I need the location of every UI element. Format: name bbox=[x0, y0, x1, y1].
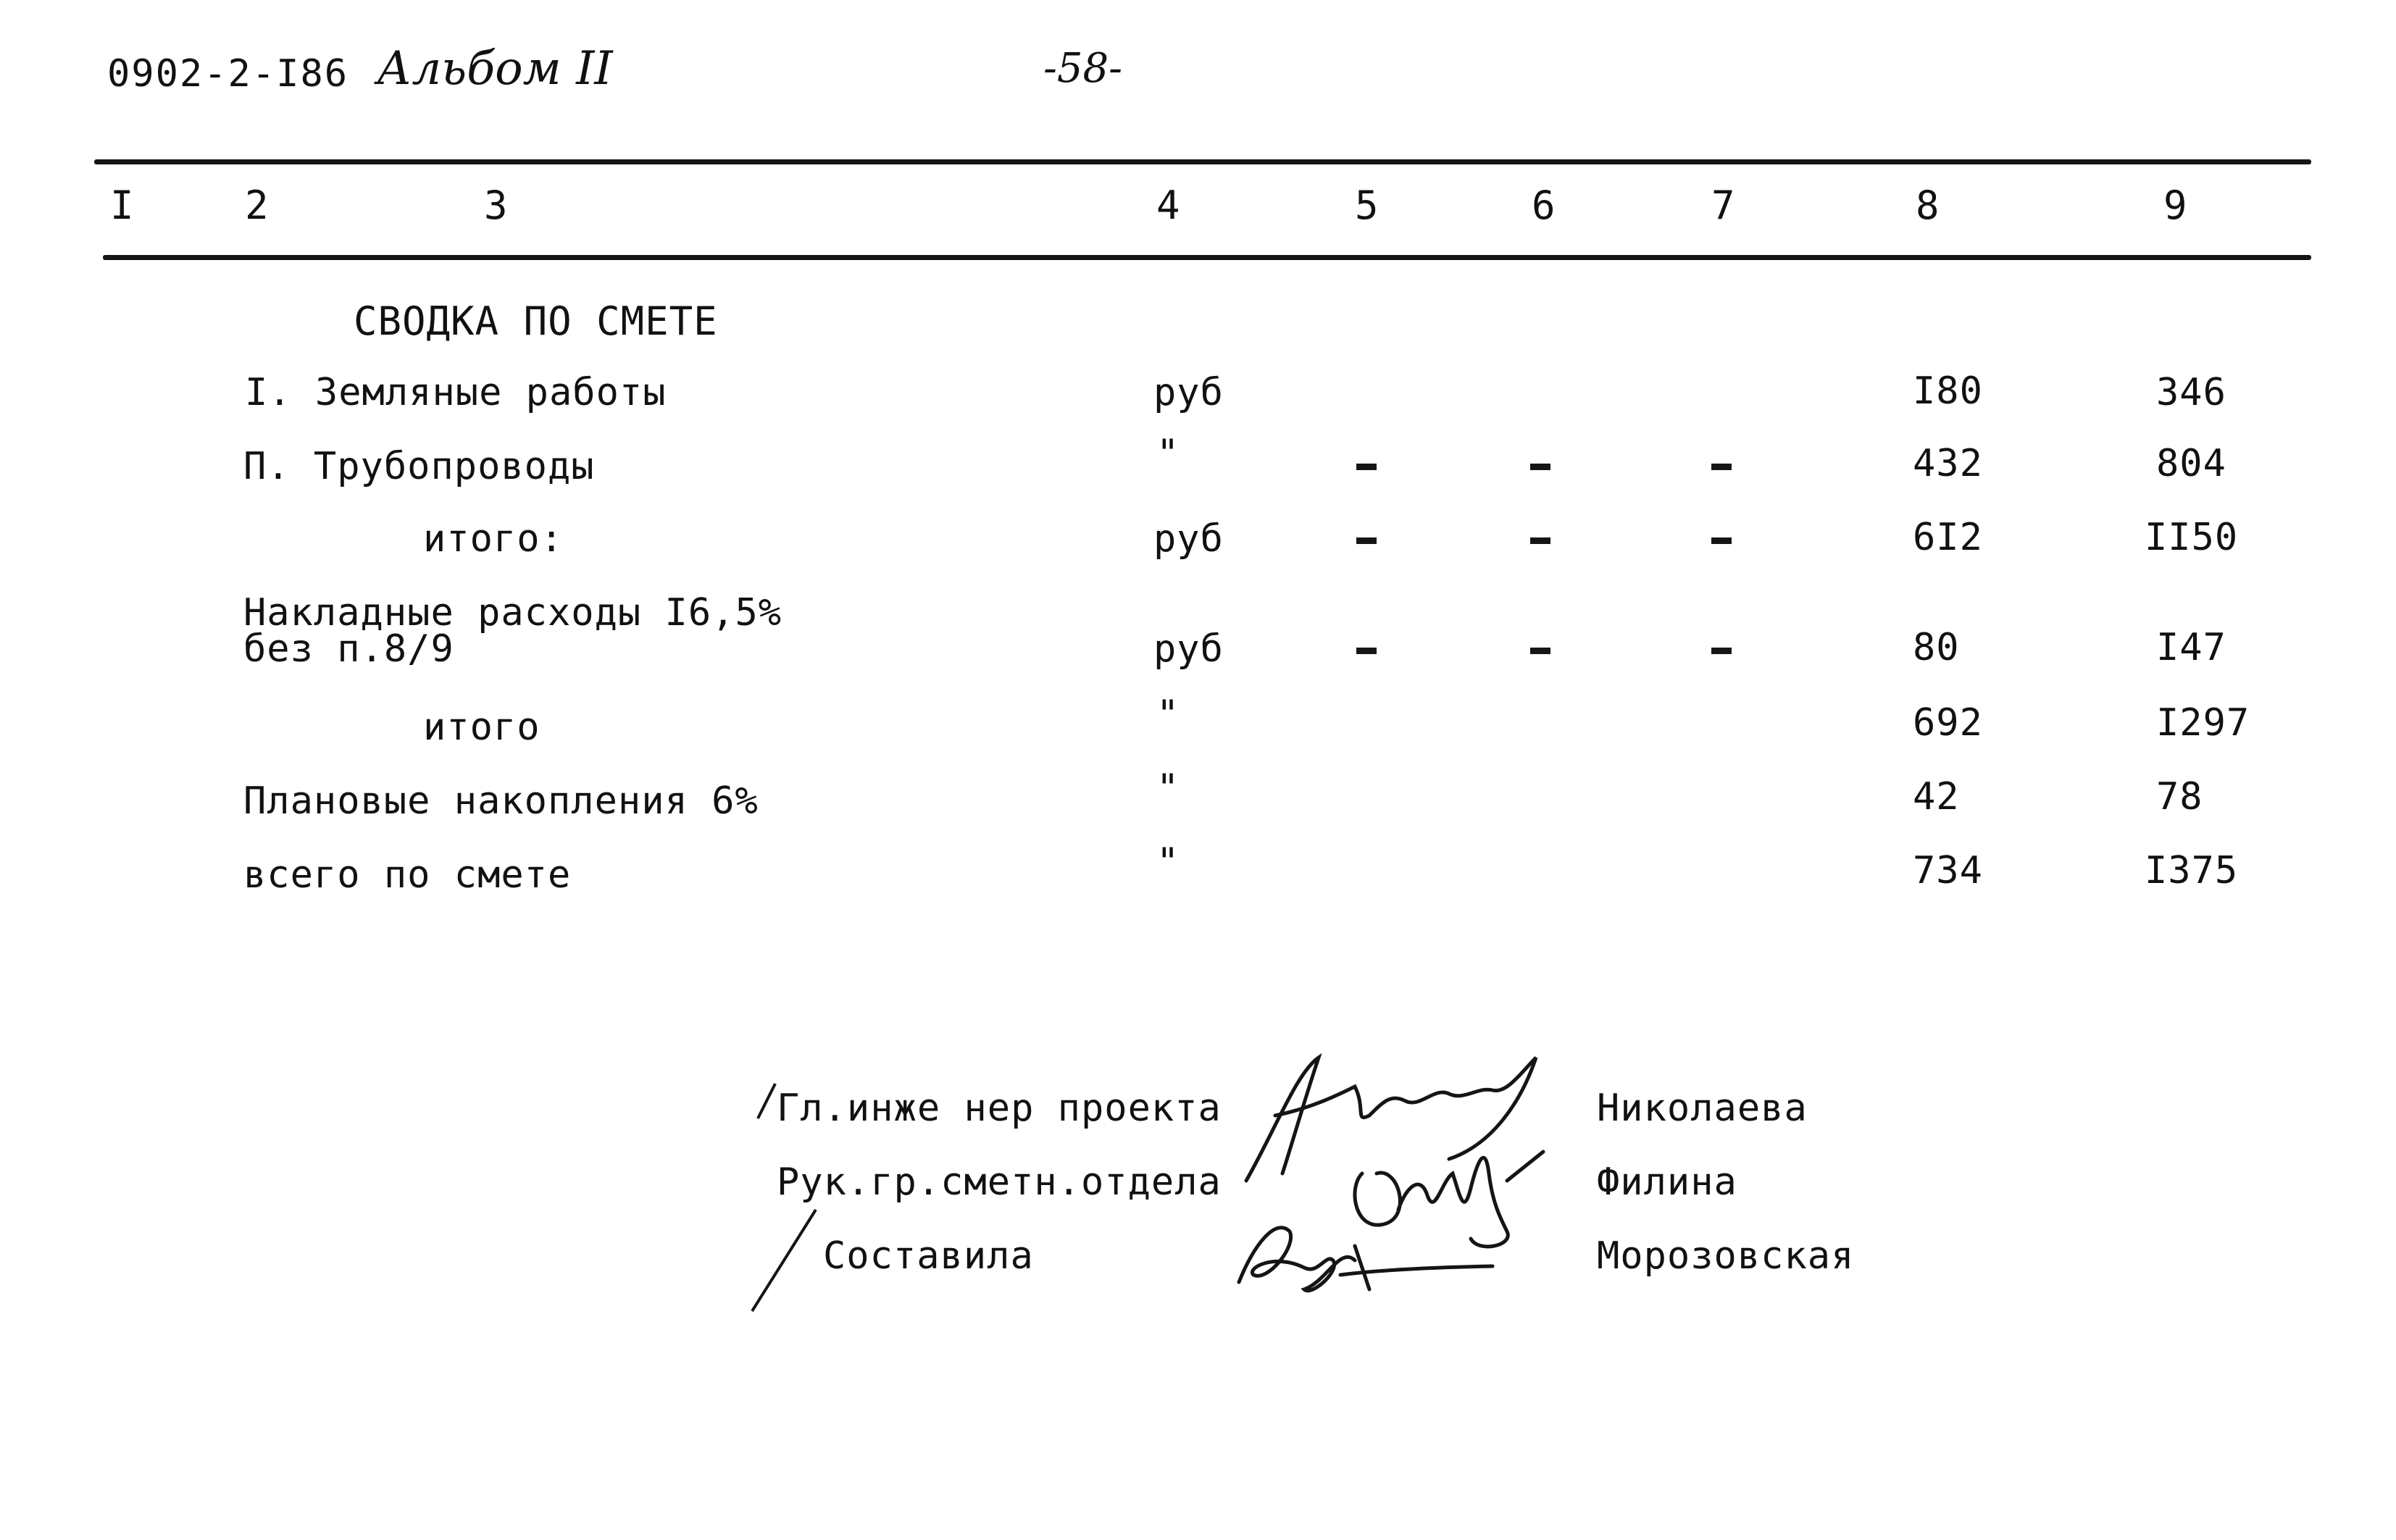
row-name: П. Трубопроводы bbox=[243, 445, 595, 488]
row-col6-dash bbox=[1530, 537, 1550, 544]
slash-mark-top bbox=[754, 1079, 782, 1123]
signature-role: Рук.гр.сметн.отдела bbox=[777, 1160, 1222, 1204]
column-number: 9 bbox=[2163, 183, 2187, 228]
column-number: 3 bbox=[484, 183, 508, 228]
row-name: итого: bbox=[423, 517, 564, 561]
row-unit: " bbox=[1156, 432, 1180, 475]
row-col5-dash bbox=[1356, 537, 1377, 544]
signature-name: Филина bbox=[1597, 1160, 1737, 1204]
handwritten-signature-3 bbox=[1224, 1202, 1500, 1304]
row-col9: I297 bbox=[2156, 701, 2250, 745]
document-code: 0902-2-I86 bbox=[107, 52, 349, 96]
column-number: 2 bbox=[245, 183, 269, 228]
row-name: итого bbox=[423, 706, 540, 749]
row-col6-dash bbox=[1530, 648, 1550, 654]
row-col9: 346 bbox=[2156, 371, 2226, 414]
row-name-line1: Накладные расходы I6,5% bbox=[243, 591, 782, 635]
page-number: -58- bbox=[1043, 45, 1123, 92]
row-col8: 80 bbox=[1913, 626, 1960, 669]
row-col8: 432 bbox=[1913, 442, 1983, 485]
row-col9: II50 bbox=[2145, 516, 2239, 559]
row-col8: 692 bbox=[1913, 701, 1983, 745]
column-number: 7 bbox=[1711, 183, 1735, 228]
signature-name: Морозовская bbox=[1597, 1234, 1855, 1278]
row-name: Плановые накопления 6% bbox=[243, 779, 759, 823]
row-unit: руб bbox=[1153, 627, 1224, 671]
column-number: I bbox=[110, 183, 134, 228]
row-col8: 734 bbox=[1913, 849, 1983, 892]
column-number: 5 bbox=[1355, 183, 1379, 228]
row-name-line2: без п.8/9 bbox=[243, 627, 454, 671]
row-col9: I47 bbox=[2156, 626, 2226, 669]
signature-name: Николаева bbox=[1597, 1087, 1808, 1130]
row-col5-dash bbox=[1356, 464, 1377, 470]
row-unit: " bbox=[1156, 766, 1180, 810]
signature-role: Гл.инже нер проекта bbox=[777, 1087, 1222, 1130]
row-col7-dash bbox=[1711, 464, 1732, 470]
column-number: 8 bbox=[1916, 183, 1940, 228]
row-unit: руб bbox=[1153, 517, 1224, 561]
row-unit: " bbox=[1156, 840, 1180, 884]
signature-role: Составила bbox=[823, 1234, 1034, 1278]
row-unit: " bbox=[1156, 692, 1180, 736]
column-number: 4 bbox=[1156, 183, 1180, 228]
row-col9: I375 bbox=[2145, 849, 2239, 892]
row-name: I. Земляные работы bbox=[245, 371, 667, 414]
row-col8: 6I2 bbox=[1913, 516, 1983, 559]
slash-mark-bottom bbox=[746, 1202, 826, 1318]
table-header-bottom-rule bbox=[103, 255, 2311, 260]
row-col6-dash bbox=[1530, 464, 1550, 470]
row-col9: 78 bbox=[2156, 775, 2203, 819]
row-col5-dash bbox=[1356, 648, 1377, 654]
row-unit: руб bbox=[1153, 371, 1224, 414]
row-col8: 42 bbox=[1913, 775, 1960, 819]
row-col8: I80 bbox=[1913, 369, 1983, 413]
row-col7-dash bbox=[1711, 648, 1732, 654]
row-col9: 804 bbox=[2156, 442, 2226, 485]
section-title: СВОДКА ПО СМЕТЕ bbox=[354, 298, 718, 344]
row-col7-dash bbox=[1711, 537, 1732, 544]
row-name: всего по смете bbox=[243, 853, 572, 897]
table-top-rule bbox=[94, 159, 2311, 164]
column-number: 6 bbox=[1532, 183, 1556, 228]
album-label: Альбом II bbox=[377, 42, 613, 96]
